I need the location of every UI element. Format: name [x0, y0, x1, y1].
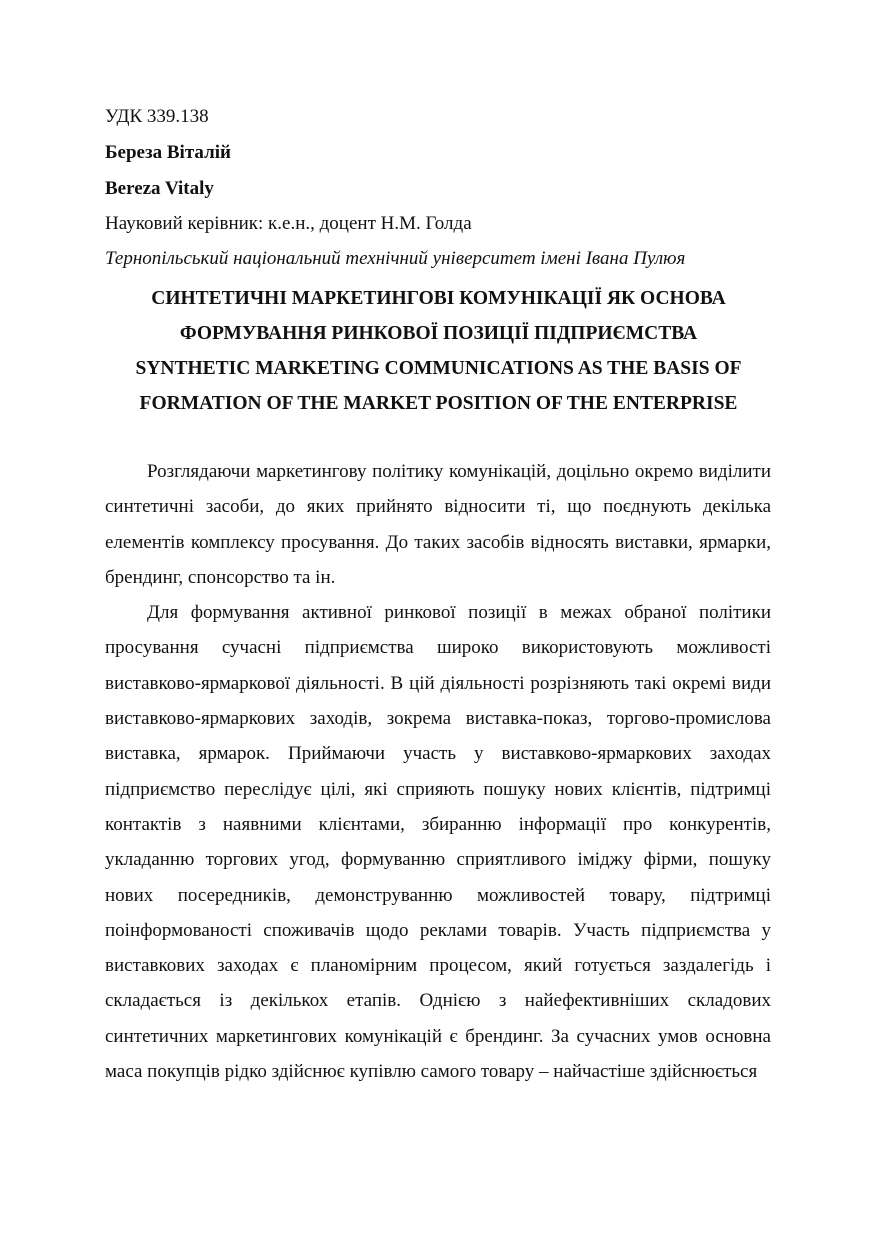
udc-code: УДК 339.138 — [105, 106, 209, 127]
article-body — [105, 454, 771, 1089]
author-name-english: Bereza Vitaly — [105, 178, 214, 199]
author-name-ukrainian: Береза Віталій — [105, 142, 231, 163]
scientific-supervisor: Науковий керівник: к.е.н., доцент Н.М. Голда — [105, 213, 472, 234]
title-ukrainian-line-1: СИНТЕТИЧНІ МАРКЕТИНГОВІ КОМУНІКАЦІЇ ЯК ОСНОВА — [151, 288, 726, 309]
title-ukrainian-line-2: ФОРМУВАННЯ РИНКОВОЇ ПОЗИЦІЇ ПІДПРИЄМСТВА — [179, 323, 698, 344]
university-affiliation: Тернопільський національний технічний університет імені Івана Пулюя — [105, 248, 686, 269]
body-paragraph-1: Розглядаючи маркетингову політику комунікацій, доцільно окремо виділити синтетичні засоби, до яких прийнято відносити ті, що поєднують декілька елементів комплексу просування. До таких засобів відносять виставки, ярмарки, брендинг, спонсорство та ін. — [105, 461, 771, 588]
title-english-line-1: SYNTHETIC MARKETING COMMUNICATIONS AS THE BASIS OF — [135, 358, 742, 379]
title-english-line-2: FORMATION OF THE MARKET POSITION OF THE ENTERPRISE — [139, 393, 738, 414]
body-paragraph-2: Для формування активної ринкової позиції в межах обраної політики просування сучасні підприємства широко використовують можливості виставково-ярмаркової діяльності. В цій діяльності розрізняють такі окремі види виставково-ярмаркових заходів, зокрема виставка-показ, торгово-промислова виставка, ярмарок. Приймаючи участь у виставково-ярмаркових заходах підприємство переслідує цілі, які сприяють пошуку нових клієнтів, підтримці контактів з наявними клієнтами, збиранню інформації про конкурентів, укладанню торгових угод, формуванню сприятливого іміджу фірми, пошуку нових посередників, демонструванню можливостей товару, підтримці поінформованості споживачів щодо реклами товарів. Участь підприємства у виставкових заходах є планомірним процесом, який готується заздалегідь і складається із декількох етапів. Однією з найефективніших складових синтетичних маркетингових комунікацій є брендинг. За сучасних умов основна маса покупців рідко здійснює купівлю самого товару – найчастіше здійснюється — [105, 602, 771, 1083]
